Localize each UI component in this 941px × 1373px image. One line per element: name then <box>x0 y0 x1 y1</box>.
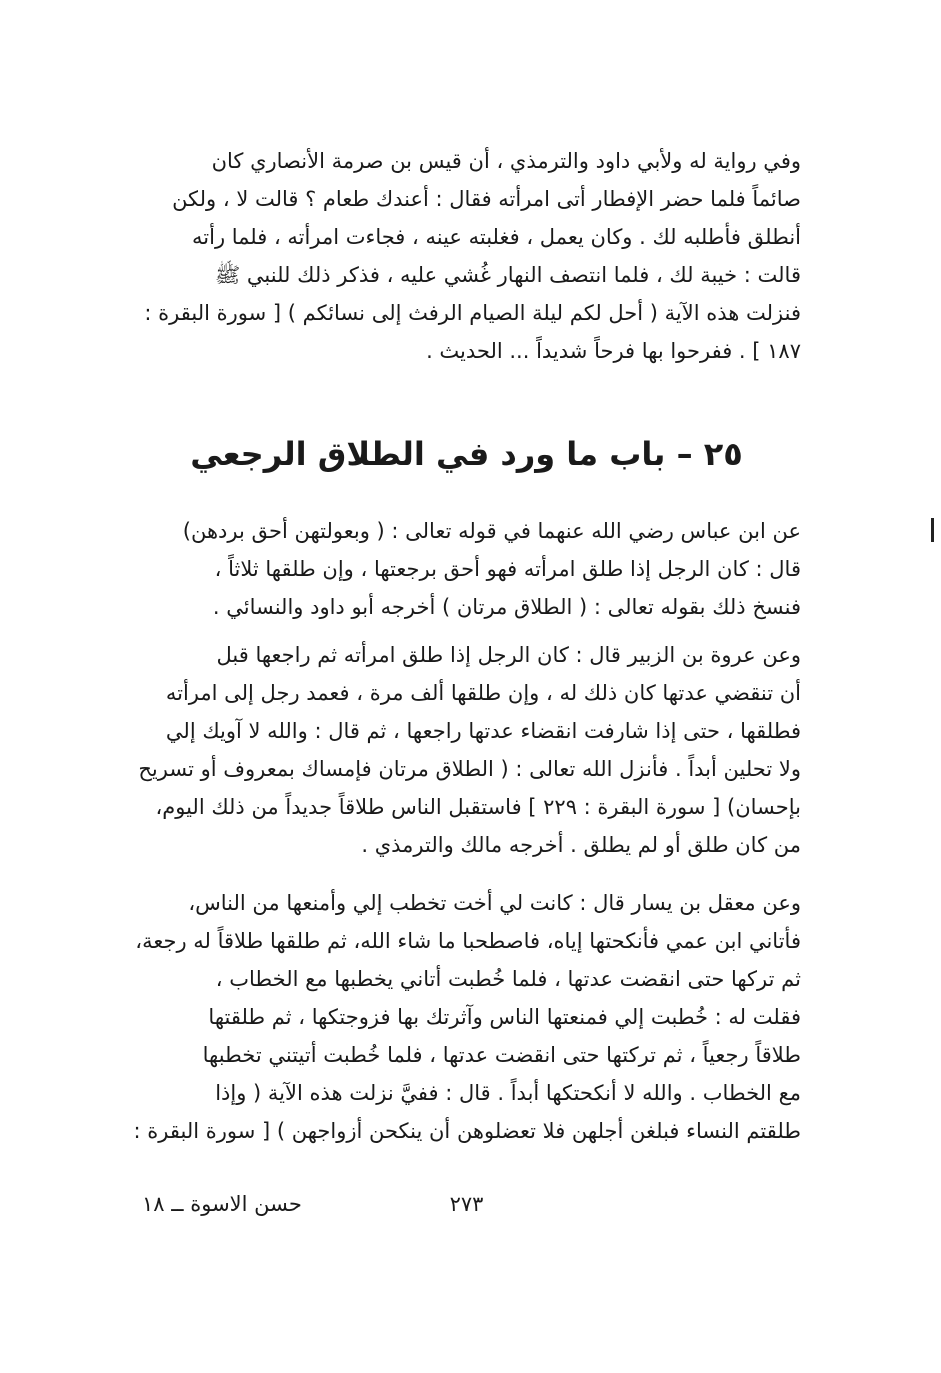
text-line: بإحسان) [ سورة البقرة : ٢٢٩ ] فاستقبل الناس طلاقاً جديداً من ذلك اليوم، <box>155 795 801 819</box>
text-line: وعن عروة بن الزبير قال : كان الرجل إذا طلق امرأته ثم راجعها قبل <box>216 643 801 667</box>
text-line: طلاقاً رجعياً ، ثم تركتها حتى انقضت عدتها ، فلما خُطبت أتيتني تخطبها <box>202 1043 801 1067</box>
paragraph-urwa <box>132 636 801 864</box>
chapter-title: ٢٥ – باب ما ورد في الطلاق الرجعي <box>190 435 743 473</box>
text-line: فأتاني ابن عمي فأنكحتها إياه، فاصطحبا ما شاء الله، ثم طلقها طلاقاً له رجعة، <box>135 929 801 953</box>
intro-paragraph <box>132 142 801 370</box>
paragraph-maqil <box>132 884 801 1150</box>
text-line: فقلت له : خُطبت إلي فمنعتها الناس وآثرتك بها فزوجتكها ، ثم طلقتها <box>208 1005 801 1029</box>
text-line: وفي رواية له ولأبي داود والترمذي ، أن قيس بن صرمة الأنصاري كان <box>211 149 801 173</box>
text-line: ولا تحلين أبداً . فأنزل الله تعالى : ( الطلاق مرتان فإمساك بمعروف أو تسريح <box>138 757 801 781</box>
text-line: صائماً فلما حضر الإفطار أتى امرأته فقال : أعندك طعام ؟ قالت لا ، ولكن <box>172 187 801 211</box>
text-line: فنسخ ذلك بقوله تعالى : ( الطلاق مرتان ) أخرجه أبو داود والنسائي . <box>212 595 801 619</box>
text-line: أنطلق فأطلبه لك . وكان يعمل ، فغلبته عينه ، فجاءت امرأته ، فلما رأته <box>192 225 801 249</box>
text-line: فنزلت هذه الآية ( أحل لكم ليلة الصيام الرفث إلى نسائكم ) [ سورة البقرة : <box>144 301 801 325</box>
text-line: ثم تركها حتى انقضت عدتها ، فلما خُطبت أتاني يخطبها مع الخطاب ، <box>215 967 801 991</box>
text-line: مع الخطاب . والله لا أنكحتكها أبداً . قال : ففيَّ نزلت هذه الآية ( وإذا <box>215 1081 801 1105</box>
book-signature: حسن الاسوة ــ ١٨ <box>142 1192 302 1216</box>
text-line: عن ابن عباس رضي الله عنهما في قوله تعالى : ( وبعولتهن أحق بردهن) <box>182 519 801 543</box>
text-line: أن تنقضي عدتها كان ذلك له ، وإن طلقها ألف مرة ، فعمد رجل إلى امرأته <box>165 681 801 705</box>
page-number: ٢٧٣ <box>449 1192 484 1216</box>
text-line: قالت : خيبة لك ، فلما انتصف النهار غُشي عليه ، فذكر ذلك للنبي ﷺ <box>214 263 801 287</box>
text-line: من كان طلق أو لم يطلق . أخرجه مالك والترمذي . <box>361 833 801 857</box>
page-footer <box>132 1192 801 1222</box>
text-line: قال : كان الرجل إذا طلق امرأته فهو أحق برجعتها ، وإن طلقها ثلاثاً ، <box>214 557 801 581</box>
text-line: وعن معقل بن يسار قال : كانت لي أخت تخطب إلي وأمنعها من الناس، <box>188 891 801 915</box>
paragraph-ibn-abbas <box>132 512 801 626</box>
text-line: فطلقها ، حتى إذا شارفت انقضاء عدتها راجعها ، ثم قال : والله لا آويك إلي <box>165 719 801 743</box>
margin-mark <box>931 518 934 542</box>
text-line: ١٨٧ ] . ففرحوا بها فرحاً شديداً ... الحديث . <box>426 339 801 363</box>
text-line: طلقتم النساء فبلغن أجلهن فلا تعضلوهن أن ينكحن أزواجهن ) [ سورة البقرة : <box>133 1119 801 1143</box>
